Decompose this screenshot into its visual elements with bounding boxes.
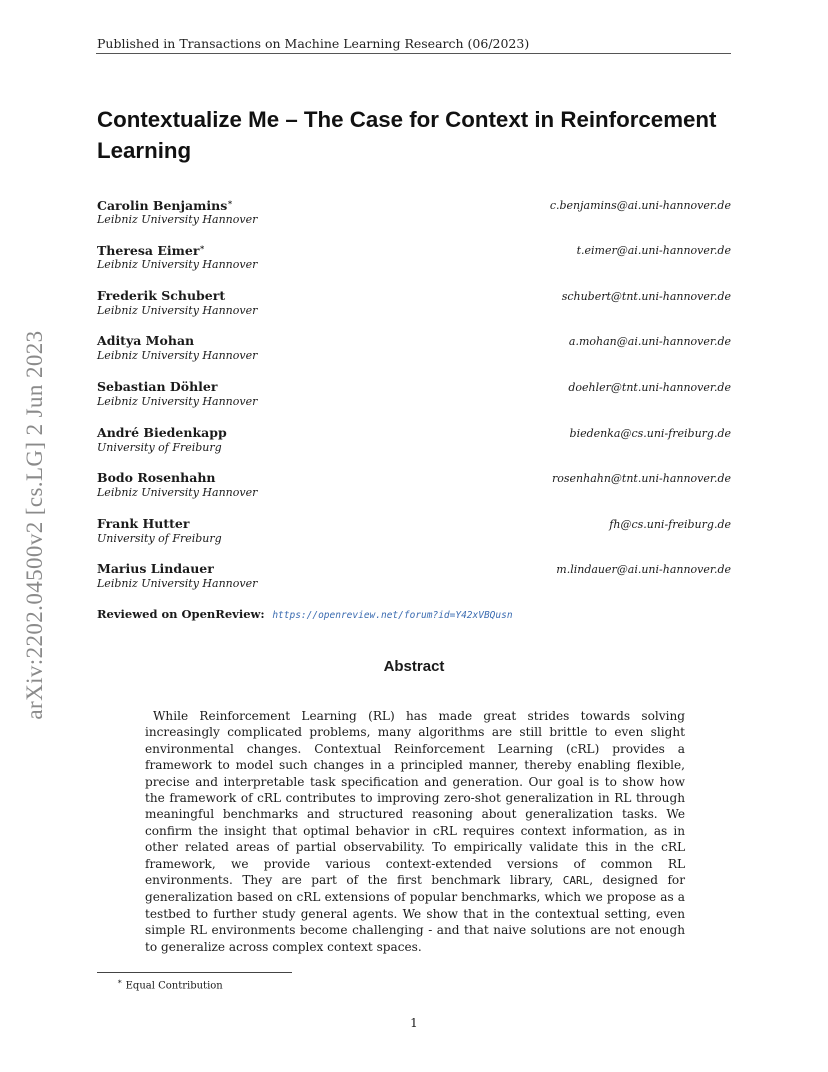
author-affiliation: University of Freiburg (97, 441, 222, 454)
author-email[interactable]: t.eimer@ai.uni-hannover.de (576, 244, 731, 257)
author-name: Aditya Mohan (97, 333, 195, 348)
author-affiliation: Leibniz University Hannover (97, 304, 258, 317)
openreview-link[interactable]: https://openreview.net/forum?id=Y42xVBQusn (272, 610, 513, 621)
author-name: Carolin Benjamins∗ (97, 197, 233, 214)
abstract-heading: Abstract (383, 658, 445, 675)
author-block (97, 561, 731, 593)
author-block (97, 242, 731, 274)
author-email[interactable]: m.lindauer@ai.uni-hannover.de (556, 563, 731, 576)
author-block (97, 333, 731, 365)
header-rule (96, 53, 731, 54)
author-affiliation: Leibniz University Hannover (97, 395, 258, 408)
paper-title: Contextualize Me – The Case for Context in Reinforcement Learning (97, 107, 717, 163)
author-name: Marius Lindauer (97, 561, 214, 576)
author-affiliation: Leibniz University Hannover (97, 486, 258, 499)
author-block (97, 288, 731, 320)
author-name: André Biedenkapp (97, 425, 227, 440)
author-affiliation: Leibniz University Hannover (97, 258, 258, 271)
author-block (97, 470, 731, 502)
author-affiliation: University of Freiburg (97, 532, 222, 545)
author-block (97, 425, 731, 457)
page-number: 1 (410, 1016, 418, 1030)
footnote-rule (97, 972, 292, 973)
author-block (97, 516, 731, 548)
reviewed-line (97, 607, 513, 621)
author-name: Frank Hutter (97, 516, 190, 531)
author-name: Sebastian Döhler (97, 379, 218, 394)
reviewed-label: Reviewed on OpenReview: (97, 607, 265, 621)
author-block (97, 379, 731, 411)
author-email[interactable]: biedenka@cs.uni-freiburg.de (569, 427, 731, 440)
author-name: Frederik Schubert (97, 288, 226, 303)
author-email[interactable]: doehler@tnt.uni-hannover.de (568, 381, 731, 394)
author-affiliation: Leibniz University Hannover (97, 577, 258, 590)
author-name: Bodo Rosenhahn (97, 470, 216, 485)
author-name: Theresa Eimer∗ (97, 242, 205, 259)
author-block (97, 197, 731, 229)
author-email[interactable]: rosenhahn@tnt.uni-hannover.de (551, 472, 731, 485)
author-email[interactable]: fh@cs.uni-freiburg.de (609, 518, 731, 531)
author-email[interactable]: a.mohan@ai.uni-hannover.de (568, 335, 731, 348)
arxiv-stamp: arXiv:2202.04500v2 [cs.LG] 2 Jun 2023 (22, 330, 47, 720)
author-email[interactable]: c.benjamins@ai.uni-hannover.de (549, 199, 731, 212)
running-header: Published in Transactions on Machine Learning Research (06/2023) (97, 36, 530, 51)
author-affiliation: Leibniz University Hannover (97, 213, 258, 226)
author-affiliation: Leibniz University Hannover (97, 349, 258, 362)
carl-library-name: CARL (562, 874, 590, 888)
abstract-text: While Reinforcement Learning (RL) has made great strides towards solving increasingly complicated problems, many algorithms are still brittle to even slight environmental changes. Contextual Reinforcement Learning (cRL) provides a framework to model such changes in a principled manner, thereby enabling flexible, precise and interpretable task specification and generation. Our goal is to show how the framework of cRL contributes to improving zero-shot generalization in RL through meaningful benchmarks and structured reasoning about generalization tasks. We confirm the insight that optimal behavior in cRL requires context information, as in other related areas of partial observability. To empirically validate this in the cRL framework, we provide various context-extended versions of common RL environments. They are part of the first benchmark library, CARL, designed for generalization based on cRL extensions of popular benchmarks, which we propose as a testbed to further study general agents. We show that in the contextual setting, even simple RL environments become challenging - and that naive solutions are not enough to generalize across complex context spaces. (145, 709, 685, 954)
footnote: ∗ Equal Contribution (117, 977, 223, 992)
author-email[interactable]: schubert@tnt.uni-hannover.de (561, 290, 731, 303)
